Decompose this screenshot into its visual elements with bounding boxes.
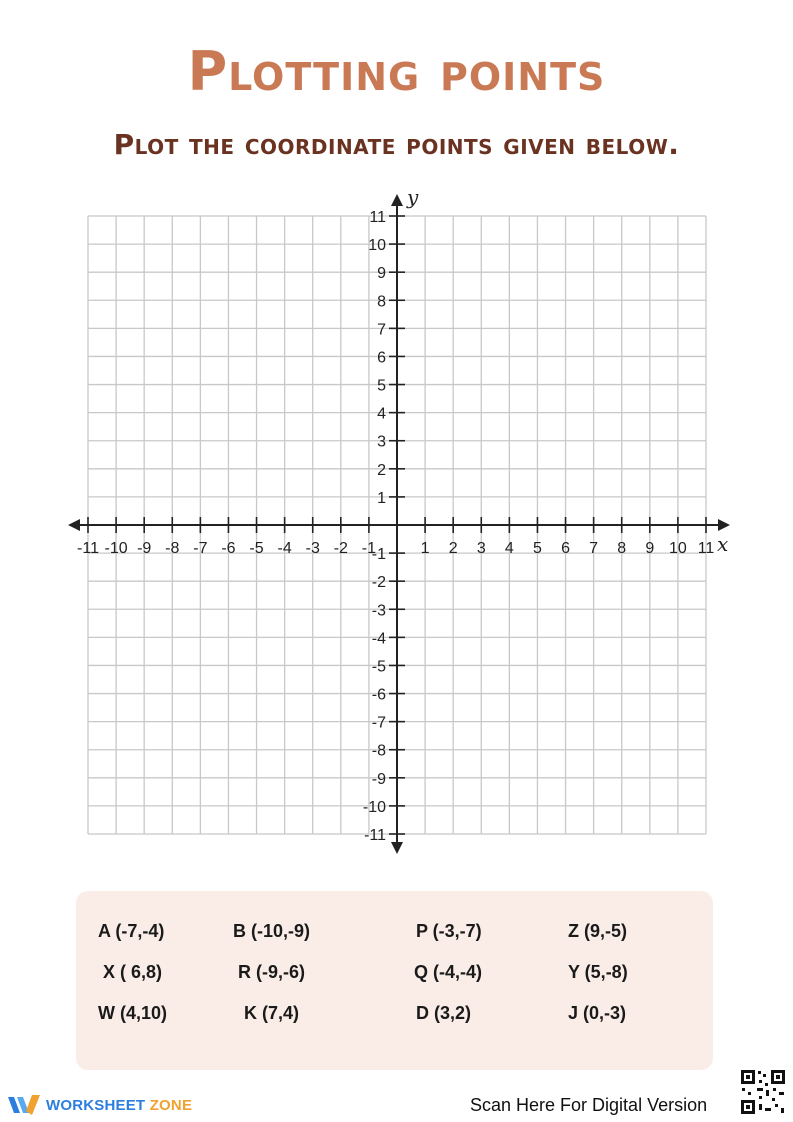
x-tick-label: -11	[77, 540, 99, 557]
point-label: R (-9,-6)	[238, 962, 305, 982]
y-tick-label: 10	[368, 237, 386, 255]
y-tick-label: 5	[377, 377, 386, 395]
point-label: J (0,-3)	[568, 1003, 627, 1023]
x-axis-label: x	[717, 532, 729, 556]
points-list	[76, 891, 713, 1070]
x-tick-label: -1	[361, 540, 377, 557]
y-tick-label: 1	[377, 489, 386, 507]
y-tick-label: 6	[377, 349, 386, 367]
y-tick-label: 11	[369, 209, 386, 226]
y-tick-label: 3	[377, 433, 386, 451]
y-tick-label: -10	[362, 798, 386, 816]
x-tick-label: 7	[589, 540, 599, 557]
qr-code-icon[interactable]	[739, 1068, 787, 1116]
y-tick-label: -7	[371, 714, 386, 732]
point-label: B (-10,-9)	[233, 921, 311, 941]
x-tick-label: 2	[448, 540, 458, 557]
x-tick-label: -10	[104, 540, 128, 557]
x-tick-label: 11	[697, 540, 715, 557]
y-tick-label: -5	[371, 658, 386, 676]
instructions: Plot the coordinate points given below.	[113, 128, 680, 161]
worksheetzone-logo-icon	[8, 1093, 42, 1117]
point-label: A (-7,-4)	[98, 921, 165, 941]
y-tick-label: -6	[371, 686, 386, 704]
x-tick-label: -3	[305, 540, 320, 557]
point-label: P (-3,-7)	[416, 921, 482, 941]
y-axis-arrow-bottom	[391, 842, 403, 854]
y-tick-label: -4	[371, 630, 386, 648]
y-tick-label: 4	[377, 405, 386, 423]
x-tick-label: -8	[165, 540, 180, 557]
x-tick-label: -5	[249, 540, 264, 557]
page-title: Plotting points	[187, 40, 606, 103]
y-tick-label: -8	[371, 742, 386, 760]
point-label: Q (-4,-4)	[414, 962, 483, 982]
scan-instruction: Scan Here For Digital Version	[470, 1095, 708, 1115]
point-label: Y (5,-8)	[568, 962, 628, 982]
y-tick-label: -9	[371, 770, 386, 788]
x-tick-label: 10	[669, 540, 687, 557]
x-tick-label: -9	[137, 540, 152, 557]
y-axis-label: y	[407, 185, 419, 209]
brand-name: WORKSHEET ZONE	[46, 1096, 193, 1114]
x-tick-label: 3	[476, 540, 486, 557]
y-tick-label: -3	[371, 602, 386, 620]
x-axis-arrow-left	[68, 519, 80, 531]
point-label: D (3,2)	[416, 1003, 472, 1023]
point-label: W (4,10)	[98, 1003, 168, 1023]
x-tick-label: 9	[645, 540, 655, 557]
coordinate-grid	[0, 180, 793, 870]
y-tick-label: 8	[377, 293, 386, 311]
x-tick-label: -2	[333, 540, 348, 557]
x-tick-label: -6	[221, 540, 236, 557]
point-label: K (7,4)	[244, 1003, 300, 1023]
x-tick-label: 8	[617, 540, 627, 557]
point-label: Z (9,-5)	[568, 921, 628, 941]
x-tick-label: 6	[561, 540, 570, 557]
y-tick-label: -2	[371, 574, 386, 592]
brand-logo	[8, 1092, 192, 1118]
point-label: X ( 6,8)	[103, 962, 163, 982]
x-tick-label: -4	[277, 540, 292, 557]
y-tick-label: 7	[377, 321, 386, 339]
x-tick-label: -7	[193, 540, 208, 557]
y-tick-label: 9	[377, 265, 386, 283]
x-axis-arrow-right	[718, 519, 730, 531]
x-tick-label: 5	[533, 540, 542, 557]
x-tick-label: 4	[504, 540, 514, 557]
y-tick-label: -11	[364, 827, 386, 844]
y-tick-label: 2	[377, 461, 386, 479]
y-axis-arrow-top	[391, 194, 403, 206]
y-tick-label: -1	[371, 546, 386, 564]
x-tick-label: 1	[420, 540, 430, 557]
